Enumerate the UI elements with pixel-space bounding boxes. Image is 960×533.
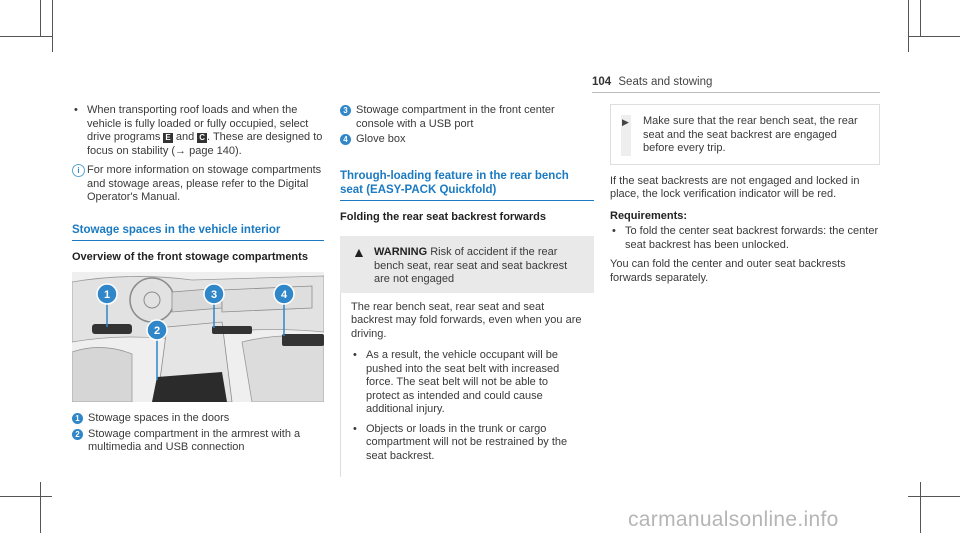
number-badge: 1 <box>72 413 83 424</box>
section-divider <box>72 240 324 241</box>
section-divider <box>340 200 594 201</box>
requirement-bullet: • To fold the center seat backrest forwards: the center seat backrest has been unlocked. <box>610 225 880 252</box>
column-middle <box>340 104 594 477</box>
warning-label: WARNING <box>374 246 428 258</box>
lock-indicator-paragraph: If the seat backrests are not engaged and locked in place, the lock verification indicator will be red. <box>610 174 860 200</box>
drive-program-c-icon: C <box>199 133 206 142</box>
stowage-illustration <box>72 272 324 402</box>
warning-bullet: • As a result, the vehicle occupant will be pushed into the seat belt with increased force. The seat belt will not be able to protect as intended and could cause additional injury. <box>351 349 584 417</box>
callout-1 <box>97 284 117 304</box>
drive-program-e-icon: E <box>165 133 171 142</box>
column-left <box>72 104 324 457</box>
page-number: 104 <box>592 76 612 88</box>
column-right <box>610 104 880 293</box>
subsection-title: Folding the rear seat backrest forwards <box>340 210 547 223</box>
legend-item: 2 Stowage compartment in the armrest with a multimedia and USB connection <box>72 428 324 455</box>
info-icon: i <box>72 164 85 177</box>
number-badge: 2 <box>72 429 83 440</box>
svg-text:3: 3 <box>210 289 218 301</box>
warning-bullet: • Objects or loads in the trunk or cargo compartment will not be restrained by the seat backrest. <box>351 423 584 464</box>
header-divider <box>592 92 880 93</box>
crop-mark <box>908 0 909 52</box>
fold-separately-paragraph: You can fold the center and outer seat backrests forwards separately. <box>610 258 846 284</box>
page-header <box>592 76 712 88</box>
warning-body <box>340 293 594 478</box>
warning-headline: Risk of accident if the rear bench seat, rear seat and seat backrest are not engaged <box>374 246 568 285</box>
warning-header <box>340 236 594 293</box>
number-badge: 4 <box>340 134 351 145</box>
section-title: Stowage spaces in the vehicle interior <box>72 223 281 236</box>
number-badge: 3 <box>340 105 351 116</box>
warning-box <box>340 236 594 477</box>
crop-mark <box>52 0 53 52</box>
legend-item: 1 Stowage spaces in the doors <box>72 412 324 426</box>
crop-mark <box>0 36 52 37</box>
requirements-label: Requirements: <box>610 209 688 222</box>
warning-paragraph: The rear bench seat, rear seat and seat backrest may fold forwards, even when you are driving. <box>351 300 582 340</box>
legend-item: 4 Glove box <box>340 133 594 147</box>
instruction-arrow-icon: ▶ <box>622 117 629 127</box>
crop-mark <box>920 482 921 533</box>
watermark: carmanualsonline.info <box>628 508 839 531</box>
subsection-title: Overview of the front stowage compartments <box>72 250 308 263</box>
instruction-text: Make sure that the rear bench seat, the rear seat and the seat backrest are engaged before every trip. <box>643 115 858 154</box>
warning-triangle-icon: ▲ <box>352 244 366 260</box>
arrow-icon: → <box>175 144 187 157</box>
crop-mark <box>908 36 960 37</box>
crop-mark <box>40 482 41 533</box>
instruction-box <box>610 104 880 165</box>
callout-3 <box>204 284 224 304</box>
callout-2 <box>147 320 167 340</box>
crop-mark <box>0 496 52 497</box>
svg-text:4: 4 <box>280 289 288 301</box>
bullet-drive-programs: • When transporting roof loads and when the vehicle is fully loaded or fully occupied, select drive programs E and C . These are designed to focus on stability (→ page 140). <box>72 104 324 158</box>
section-name: Seats and stowing <box>618 76 713 88</box>
legend-item: 3 Stowage compartment in the front center console with a USB port <box>340 104 594 131</box>
car-interior-illustration <box>72 272 324 402</box>
svg-text:1: 1 <box>103 289 111 301</box>
svg-text:2: 2 <box>153 325 161 337</box>
callout-4 <box>274 284 294 304</box>
crop-mark <box>908 496 960 497</box>
crop-mark <box>40 0 41 36</box>
crop-mark <box>920 0 921 36</box>
section-title: Through-loading feature in the rear bench seat (EASY-PACK Quickfold) <box>340 169 569 196</box>
info-note: i For more information on stowage compartments and stowage areas, please refer to the Digital Operator's Manual. <box>72 164 324 205</box>
page-reference-link[interactable]: page 140). <box>189 144 242 157</box>
